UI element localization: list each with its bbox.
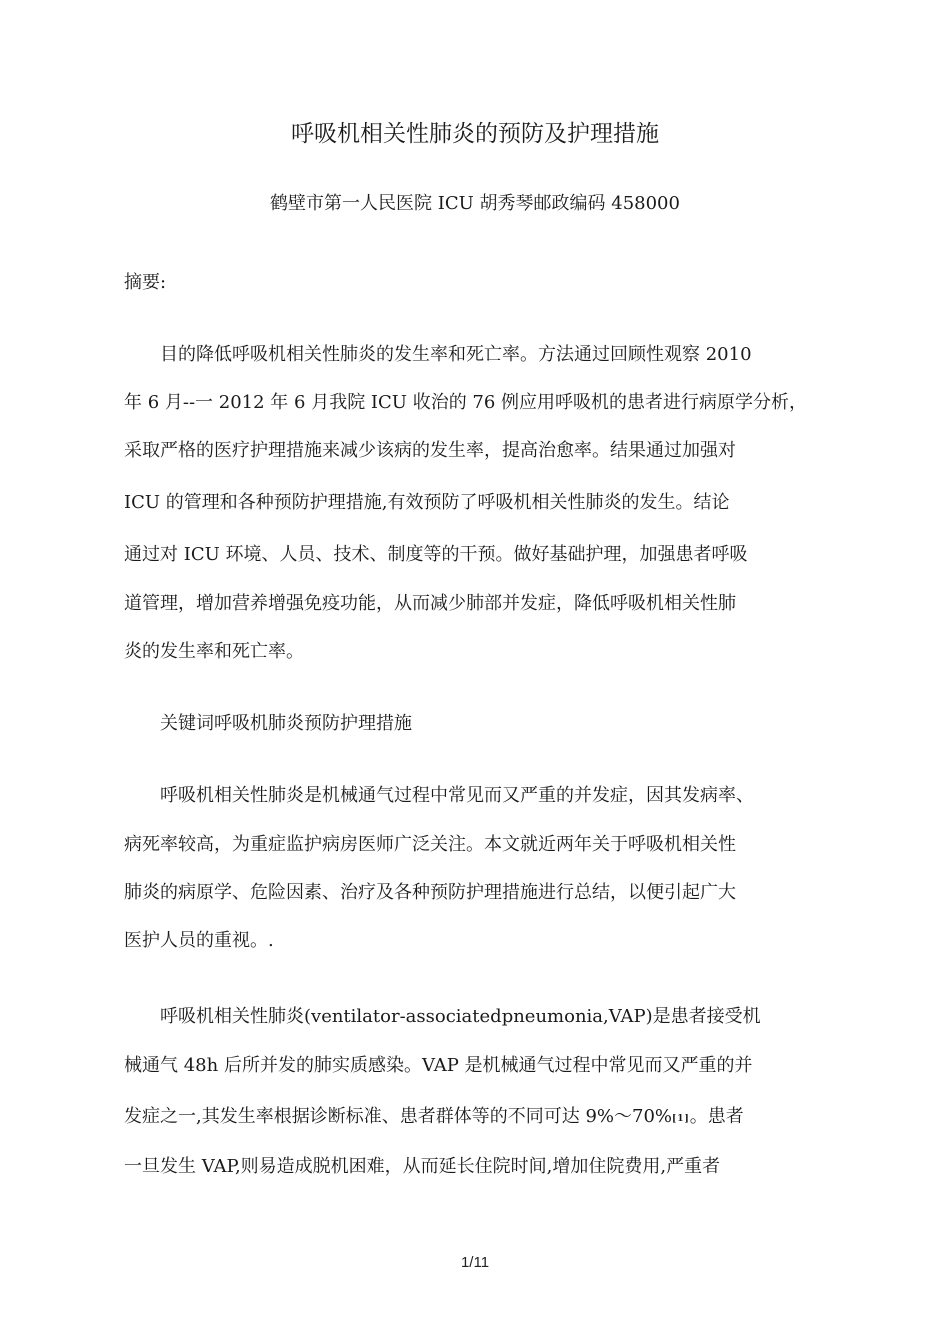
citation-marker: [1] xyxy=(672,1114,690,1124)
page-number: 1/11 xyxy=(460,1254,490,1271)
intro-line: 病死率较高，为重症监护病房医师广泛关注。本文就近两年关于呼吸机相关性 xyxy=(124,834,736,855)
abstract-line: 目的降低呼吸机相关性肺炎的发生率和死亡率。方法通过回顾性观察 2010 xyxy=(160,344,752,365)
intro-line: 肺炎的病原学、危险因素、治疗及各种预防护理措施进行总结，以便引起广大 xyxy=(124,882,736,903)
intro-line: 医护人员的重视。. xyxy=(124,930,274,951)
abstract-line: 采取严格的医疗护理措施来减少该病的发生率，提高治愈率。结果通过加强对 xyxy=(124,440,736,461)
author-affiliation: 鹤壁市第一人民医院 ICU 胡秀琴邮政编码 458000 xyxy=(270,193,680,214)
abstract-line: 年 6 月--一 2012 年 6 月我院 ICU 收治的 76 例应用呼吸机的患者进行病原学分析， xyxy=(124,392,808,413)
abstract-line: 通过对 ICU 环境、人员、技术、制度等的干预。做好基础护理，加强患者呼吸 xyxy=(124,544,748,565)
intro-line: 呼吸机相关性肺炎是机械通气过程中常见而又严重的并发症，因其发病率、 xyxy=(160,785,754,806)
abstract-line: 道管理，增加营养增强免疫功能，从而减少肺部并发症，降低呼吸机相关性肺 xyxy=(124,593,736,614)
vap-line: 一旦发生 VAP,则易造成脱机困难，从而延长住院时间,增加住院费用,严重者 xyxy=(124,1156,721,1177)
vap-line-with-citation xyxy=(124,1100,744,1136)
vap-line-text: 发症之一,其发生率根据诊断标准、患者群体等的不同可达 9%～70% xyxy=(124,1106,673,1127)
vap-line: 械通气 48h 后所并发的肺实质感染。VAP 是机械通气过程中常见而又严重的并 xyxy=(124,1055,753,1076)
vap-line: 呼吸机相关性肺炎(ventilator-associatedpneumonia,VAP)是患者接受机 xyxy=(160,1006,761,1027)
keywords-line: 关键词呼吸机肺炎预防护理措施 xyxy=(160,713,412,734)
document-title: 呼吸机相关性肺炎的预防及护理措施 xyxy=(291,121,659,147)
vap-line-tail: 。患者 xyxy=(689,1106,744,1127)
abstract-label: 摘要: xyxy=(124,272,167,293)
abstract-line: 炎的发生率和死亡率。 xyxy=(124,641,304,662)
abstract-line: ICU 的管理和各种预防护理措施,有效预防了呼吸机相关性肺炎的发生。结论 xyxy=(124,492,730,513)
